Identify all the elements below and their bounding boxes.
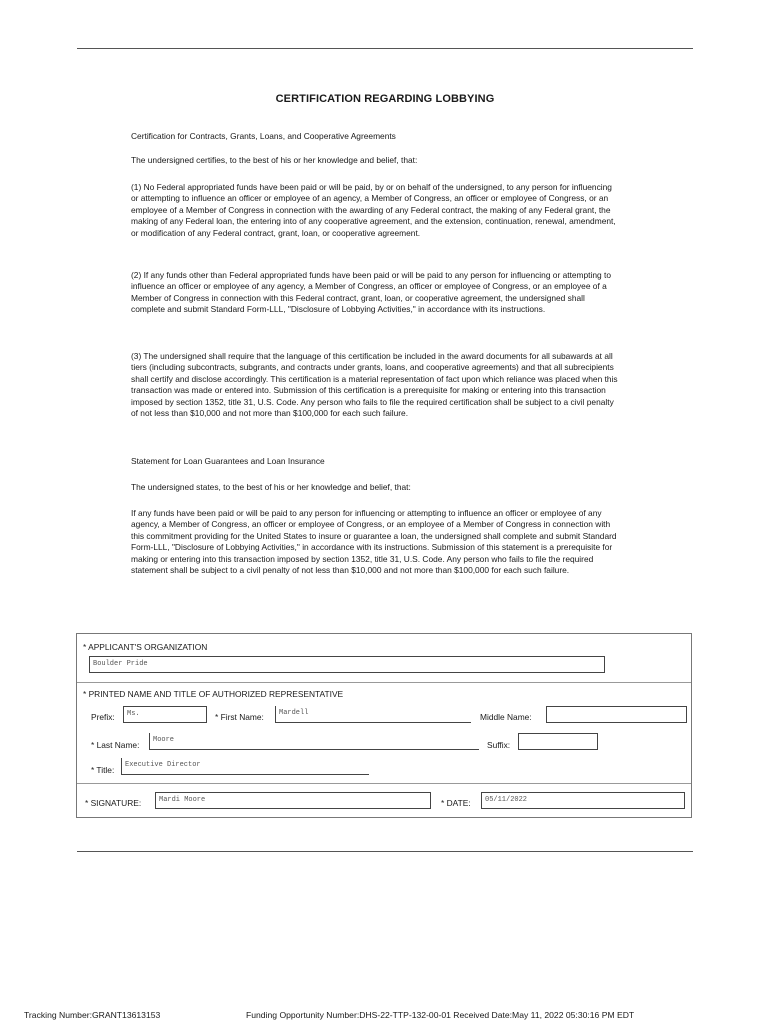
suffix-field[interactable] [518, 733, 598, 750]
form-divider [77, 682, 691, 683]
top-divider [77, 48, 693, 49]
org-field[interactable]: Boulder Pride [89, 656, 605, 673]
date-label: * DATE: [441, 798, 471, 808]
signature-field[interactable]: Mardi Moore [155, 792, 431, 809]
submission-metadata: Funding Opportunity Number:DHS-22-TTP-132-00-01 Received Date:May 11, 2022 05:30:16 PM EDT [246, 1010, 635, 1020]
tracking-number: Tracking Number:GRANT13613153 [24, 1010, 161, 1020]
middle-name-label: Middle Name: [480, 712, 532, 722]
date-field[interactable]: 05/11/2022 [481, 792, 685, 809]
clause-2: (2) If any funds other than Federal appropriated funds have been paid or will be paid to any person for influencing or attempting to influence an officer or employee of any agency, a Member of Congress, an officer or employee of Congress, or an employee of a Member of Congress in connection with this Federal contract, grant, loan, or cooperative agreement, the undersigned shall complete and submit Standard Form-LLL, "Disclosure of Lobbying Activities," in accordance with its instructions. [131, 270, 612, 315]
bottom-divider [77, 851, 693, 852]
rep-label: * PRINTED NAME AND TITLE OF AUTHORIZED REPRESENTATIVE [83, 689, 344, 699]
certification-type: Certification for Contracts, Grants, Loans, and Cooperative Agreements [131, 131, 396, 141]
loan-statement-intro: The undersigned states, to the best of his or her knowledge and belief, that: [131, 482, 411, 492]
prefix-field[interactable]: Ms. [123, 706, 207, 723]
last-name-field[interactable]: Moore [149, 733, 479, 750]
clause-1: (1) No Federal appropriated funds have been paid or will be paid, by or on behalf of the undersigned, to any person for influencing or attempting to influence an officer or employee of an agency, a Member of Congress, an officer or employee of Congress, or an employee of a Member of Congress in connection with the awarding of any Federal contract, the making of any Federal grant, the making of any Federal loan, the entering into of any cooperative agreement, and the extension, continuation, renewal, amendment, or modification of any Federal contract, grant, loan, or cooperative agreement. [131, 182, 616, 238]
loan-statement-body: If any funds have been paid or will be paid to any person for influencing or attempting to influence an officer or employee of any agency, a Member of Congress, an officer or employee of Congress, or an employee of a Member of Congress in connection with this commitment providing for the United States to insure or guarantee a loan, the undersigned shall complete and submit Standard Form-LLL, "Disclosure of Lobbying Activities," in accordance with its instructions. Submission of this statement is a prerequisite for making or entering into this transaction imposed by section 1352, title 31, U.S. Code. Any person who fails to file the required statement shall be subject to a civil penalty of not less than $10,000 and not more than $100,000 for each such failure. [131, 508, 617, 576]
prefix-label: Prefix: [91, 712, 115, 722]
first-name-label: * First Name: [215, 712, 264, 722]
last-name-label: * Last Name: [91, 740, 140, 750]
title-label: * Title: [91, 765, 115, 775]
signature-form [76, 633, 692, 818]
org-label: * APPLICANT'S ORGANIZATION [83, 642, 208, 652]
signature-label: * SIGNATURE: [85, 798, 142, 808]
suffix-label: Suffix: [487, 740, 511, 750]
first-name-field[interactable]: Mardell [275, 706, 471, 723]
form-divider [77, 783, 691, 784]
page-title: CERTIFICATION REGARDING LOBBYING [275, 93, 495, 105]
middle-name-field[interactable] [546, 706, 687, 723]
loan-statement-heading: Statement for Loan Guarantees and Loan Insurance [131, 456, 325, 466]
clause-3: (3) The undersigned shall require that the language of this certification be included in the award documents for all subawards at all tiers (including subcontracts, subgrants, and contracts under grants, loans, and cooperative agreements) and that all subrecipients shall certify and disclose accordingly. This certification is a material representation of fact upon which reliance was placed when this transaction was made or entered into. Submission of this certification is a prerequisite for making or entering into this transaction imposed by section 1352, title 31, U.S. Code. Any person who fails to file the required certification shall be subject to a civil penalty of not less than $10,000 and not more than $100,000 for each such failure. [131, 351, 618, 419]
title-field[interactable]: Executive Director [121, 758, 369, 775]
certification-intro: The undersigned certifies, to the best of his or her knowledge and belief, that: [131, 155, 418, 165]
